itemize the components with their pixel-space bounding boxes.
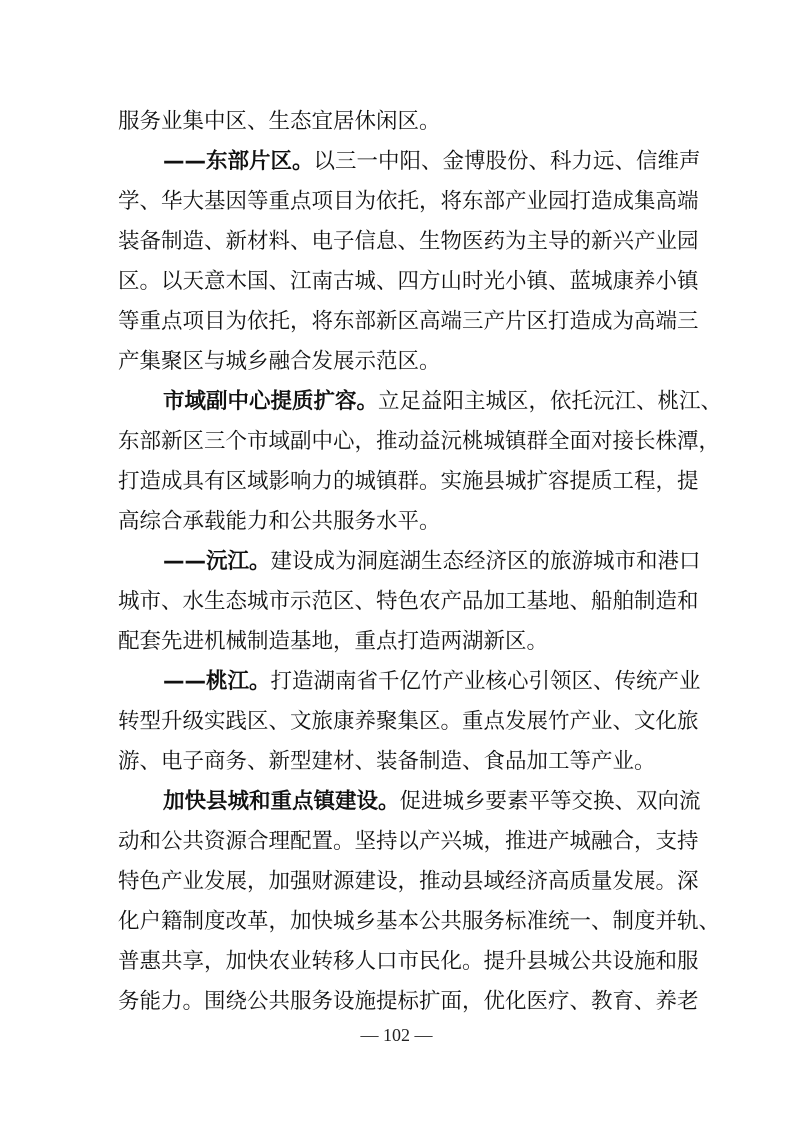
text-line <box>118 702 699 742</box>
text-line <box>118 502 694 542</box>
text-line <box>118 462 699 502</box>
text-line <box>118 822 699 862</box>
text-line <box>118 102 694 142</box>
line-text: 打造湖南省千亿竹产业核心引领区、传统产业 <box>270 669 701 694</box>
line-text: 城市、水生态城市示范区、特色农产品加工基地、船舶制造和 <box>118 589 699 614</box>
line-text: 服务业集中区、生态宜居休闲区。 <box>118 109 441 134</box>
text-line <box>118 862 699 902</box>
text-line <box>118 582 699 622</box>
bold-heading: ——东部片区。 <box>163 149 314 174</box>
line-text: 立足益阳主城区，依托沅江、桃江、 <box>378 389 723 414</box>
text-line <box>118 222 699 262</box>
text-line <box>118 142 701 182</box>
bold-heading: 加快县城和重点镇建设。 <box>163 789 400 814</box>
line-text: 学、华大基因等重点项目为依托，将东部产业园打造成集高端 <box>118 189 699 214</box>
text-line <box>118 902 721 942</box>
text-line <box>118 662 701 702</box>
line-text: 东部新区三个市域副中心，推动益沅桃城镇群全面对接长株潭， <box>118 429 721 454</box>
text-line <box>118 262 699 302</box>
line-text: 动和公共资源合理配置。坚持以产兴城，推进产城融合，支持 <box>118 829 699 854</box>
text-line <box>118 982 699 1022</box>
text-line <box>118 542 701 582</box>
text-line <box>118 302 699 342</box>
text-line <box>118 622 694 662</box>
line-text: 配套先进机械制造基地，重点打造两湖新区。 <box>118 629 549 654</box>
line-text: 打造成具有区域影响力的城镇群。实施县城扩容提质工程，提 <box>118 469 699 494</box>
line-text: 游、电子商务、新型建材、装备制造、食品加工等产业。 <box>118 749 656 774</box>
line-text: 化户籍制度改革，加快城乡基本公共服务标准统一、制度并轨、 <box>118 909 721 934</box>
line-text: 促进城乡要素平等交换、双向流 <box>399 789 701 814</box>
line-text: 特色产业发展，加强财源建设，推动县域经济高质量发展。深 <box>118 869 699 894</box>
bold-heading: 市域副中心提质扩容。 <box>163 389 379 414</box>
line-text: 产集聚区与城乡融合发展示范区。 <box>118 349 441 374</box>
text-line <box>118 742 694 782</box>
text-line <box>118 422 721 462</box>
line-text: 务能力。围绕公共服务设施提标扩面，优化医疗、教育、养老 <box>118 989 699 1014</box>
line-text: 高综合承载能力和公共服务水平。 <box>118 509 441 534</box>
document-body <box>118 102 723 1022</box>
text-line <box>118 382 723 422</box>
text-line <box>118 782 701 822</box>
text-line <box>118 182 699 222</box>
line-text: 以三一中阳、金博股份、科力远、信维声 <box>313 149 701 174</box>
bold-heading: ——桃江。 <box>163 669 271 694</box>
line-text: 装备制造、新材料、电子信息、生物医药为主导的新兴产业园 <box>118 229 699 254</box>
page-number: — 102 — <box>360 1025 433 1045</box>
bold-heading: ——沅江。 <box>163 549 271 574</box>
line-text: 普惠共享，加快农业转移人口市民化。提升县城公共设施和服 <box>118 949 699 974</box>
text-line <box>118 942 699 982</box>
line-text: 建设成为洞庭湖生态经济区的旅游城市和港口 <box>270 549 701 574</box>
line-text: 区。以天意木国、江南古城、四方山时光小镇、蓝城康养小镇 <box>118 269 699 294</box>
line-text: 转型升级实践区、文旅康养聚集区。重点发展竹产业、文化旅 <box>118 709 699 734</box>
line-text: 等重点项目为依托，将东部新区高端三产片区打造成为高端三 <box>118 309 699 334</box>
text-line <box>118 342 694 382</box>
